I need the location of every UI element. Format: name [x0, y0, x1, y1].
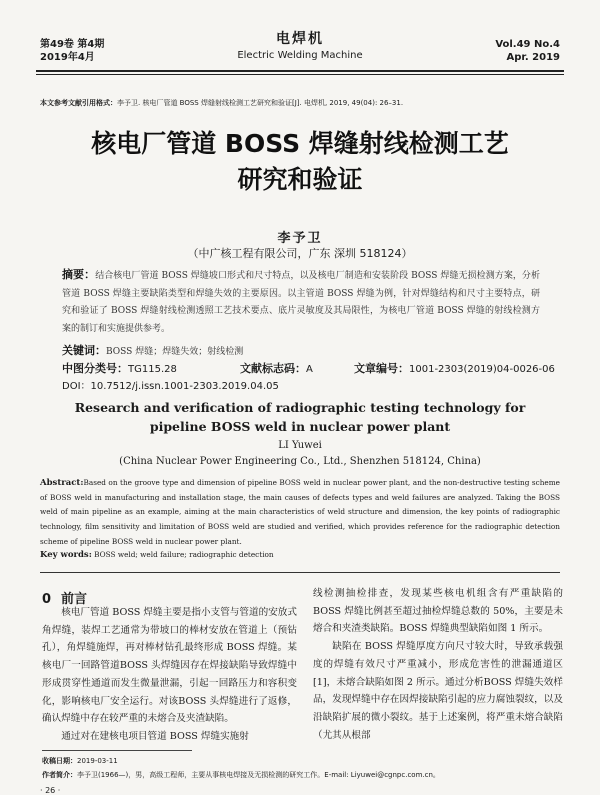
- journal-name-cn: 电焊机: [276, 31, 324, 47]
- volume-issue-en: Vol.49 No.4: [495, 39, 560, 50]
- section-title: 前言: [61, 592, 88, 607]
- body-column-right: [313, 585, 563, 744]
- footnote-received: 收稿日期：2019-03-11: [42, 757, 118, 765]
- paragraph: 通过对在建核电项目管道 BOSS 焊缝实施射: [61, 730, 249, 742]
- document-code: 文献标志码：A: [240, 362, 313, 375]
- journal-name-en: Electric Welding Machine: [237, 50, 363, 61]
- abstract-cn: [62, 266, 540, 338]
- volume-issue-cn: 第49卷 第4期: [40, 39, 105, 50]
- citation-label: 本文参考文献引用格式：: [40, 99, 117, 107]
- title-en-line1: Research and verification of radiographic testing technology for: [74, 400, 526, 415]
- header-right: [495, 38, 560, 64]
- doi: DOI：10.7512/j.issn.1001-2303.2019.04.05: [62, 381, 279, 392]
- title-en-line2: pipeline BOSS weld in nuclear power plant: [149, 419, 451, 434]
- paragraph: 缺陷在 BOSS 焊缝厚度方向尺寸较大时，导致承载强度的焊缝有效尺寸严重减小，形成危害性的泄漏通道区[1]，未熔合缺陷如图 2 所示。通过分析BOSS 焊缝失效样品，发现焊缝中存在因焊接缺陷引起的应力腐蚀裂纹，以及沿缺陷扩展的微小裂纹。基于上述案例，将严重未熔合缺陷（尤其从根部: [313, 641, 563, 741]
- affiliation-en: (China Nuclear Power Engineering Co., Ltd., Shenzhen 518124, China): [119, 456, 481, 467]
- keywords-en-label: Key words:: [40, 550, 92, 560]
- abstract-en-text: Based on the groove type and dimension of pipeline BOSS weld in nuclear power plant, and the non-destructive testing scheme of BOSS weld in manufacturing and installation stage, the main causes of defects types and weld failures are analyzed. Taking the BOSS weld of main pipeline as an example, aiming at the main characteristics of weld structure and dimension, the key points of radiographic technology, film sensitivity and limitation of BOSS weld are studied and verified, which provides reference for the radiographic detection scheme of pipeline BOSS weld in nuclear power plant.: [40, 478, 560, 546]
- date-cn: 2019年4月: [40, 52, 95, 63]
- page-number: · 26 ·: [40, 786, 61, 795]
- title-cn-line2: 研究和验证: [237, 165, 363, 194]
- footnote-rule: [42, 750, 192, 751]
- header-rule-thin: [36, 74, 564, 75]
- citation-line: [40, 98, 560, 108]
- article-number: 文章编号：1001-2303(2019)04-0026-06: [354, 362, 555, 375]
- abstract-en-label: Abstract:: [40, 478, 84, 488]
- keywords-cn-label: 关键词：: [62, 344, 106, 357]
- clc-number: 中图分类号：TG115.28: [62, 362, 177, 375]
- keywords-en-text: BOSS weld; weld failure; radiographic detection: [94, 550, 274, 559]
- title-cn-line1: 核电厂管道 BOSS 焊缝射线检测工艺: [91, 129, 509, 158]
- header-rule-thick: [36, 70, 564, 72]
- header-left: [40, 38, 104, 64]
- author-cn: 李予卫: [277, 231, 323, 246]
- affiliation-cn: （中广核工程有限公司，广东 深圳 518124）: [187, 247, 413, 260]
- abstract-en: [40, 476, 560, 550]
- body-column-left: [42, 604, 297, 746]
- date-en: Apr. 2019: [506, 52, 560, 63]
- title-cn: [30, 126, 570, 198]
- abstract-cn-label: 摘要：: [62, 268, 96, 281]
- citation-text: 李予卫. 核电厂管道 BOSS 焊缝射线检测工艺研究和验证[J]. 电焊机, 2019, 49(04): 26–31.: [117, 99, 404, 107]
- abstract-cn-text: 结合核电厂管道 BOSS 焊缝坡口形式和尺寸特点，以及核电厂制造和安装阶段 BOSS 焊缝无损检测方案，分析管道 BOSS 焊缝主要缺陷类型和焊缝失效的主要原因。以主管道 BOSS 焊缝为例，针对焊缝结构和尺寸主要特点，研究和验证了 BOSS 焊缝射线检测透照工艺技术要点、底片灵敏度及其局限性，为核电厂管道 BOSS 焊缝的射线检测方案的制订和实施提供参考。: [62, 271, 540, 334]
- keywords-cn-text: BOSS 焊缝；焊缝失效；射线检测: [106, 347, 244, 357]
- keywords-en: [40, 550, 560, 560]
- title-en: [40, 398, 560, 436]
- paragraph: 线检测抽检排查，发现某些核电机组含有严重缺陷的 BOSS 焊缝比例甚至超过抽检焊缝总数的 50%，主要是未熔合和夹渣类缺陷。BOSS 焊缝典型缺陷如图 1 所示。: [313, 588, 563, 635]
- section-number: 0: [42, 592, 52, 607]
- journal-masthead: [210, 28, 390, 61]
- paragraph: 核电厂管道 BOSS 焊缝主要是指小支管与管道的安放式角焊缝，装焊工艺通常为带坡口的棒材安放在管道上（预钻孔），角焊缝施焊，再对棒材钻孔最终形成 BOSS 焊缝。某核电厂一回路管道BOSS 头焊缝因存在焊接缺陷导致焊缝中形成贯穿性通道而发生微量泄漏，引起一回路压力和容积变化，影响核电厂安全运行。对该BOSS 头焊缝进行了返修，确认焊缝中存在较严重的未熔合及夹渣缺陷。: [42, 607, 297, 725]
- author-en: LI Yuwei: [278, 440, 322, 451]
- footnote-author-bio: 作者简介：李予卫(1966—)，男，高级工程师，主要从事核电焊接及无损检测的研究工作。E-mail: Liyuwei@cgnpc.com.cn。: [42, 771, 440, 779]
- keywords-cn: [62, 342, 540, 358]
- section-divider: [40, 572, 560, 573]
